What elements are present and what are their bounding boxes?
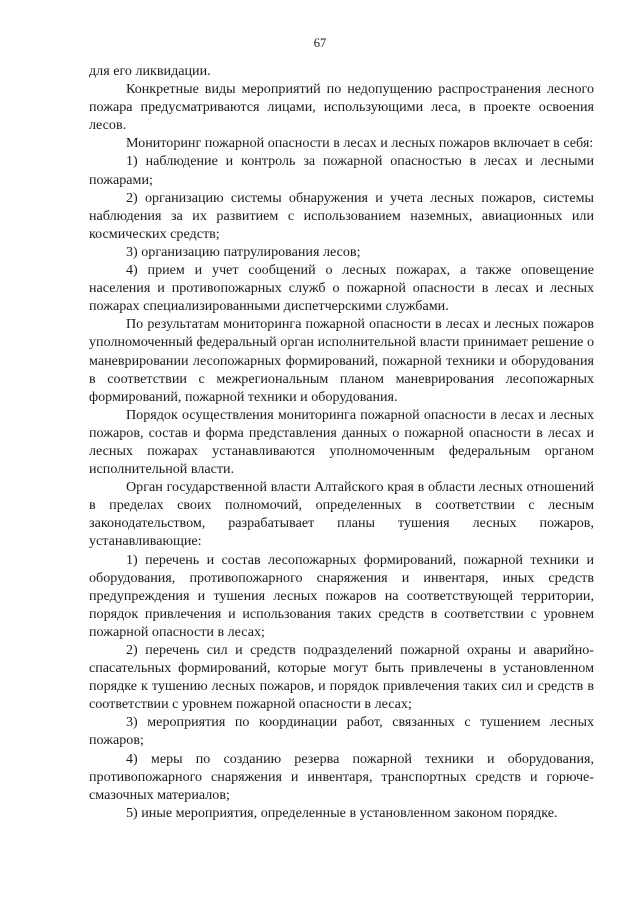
list-item: 1) перечень и состав лесопожарных формирований, пожарной техники и оборудования, противопожарного снаряжения и инвентаря, иных средств предупреждения и тушения лесных пожаров на соответствующей территории, порядок привлечения и использования таких средств в соответствии с уровнем пожарной опасности в лесах; [89, 551, 594, 640]
list-item: 4) меры по созданию резерва пожарной техники и оборудования, противопожарного снаряжения и инвентаря, транспортных средств и горюче-смазочных материалов; [89, 750, 594, 803]
list-item: 1) наблюдение и контроль за пожарной опасностью в лесах и лесными пожарами; [89, 153, 594, 188]
document-body [89, 62, 594, 822]
list-item: 2) организацию системы обнаружения и учета лесных пожаров, системы наблюдения за их развитием с использованием наземных, авиационных или космических средств; [89, 189, 594, 242]
paragraph: Мониторинг пожарной опасности в лесах и лесных пожаров включает в себя: [126, 135, 594, 152]
list-item: 2) перечень сил и средств подразделений пожарной охраны и аварийно-спасательных формирований, которые могут быть привлечены в установленном порядке к тушению лесных пожаров, и порядок привлечения таких сил и средств в соответствии с уровнем пожарной опасности в лесах; [89, 642, 594, 713]
list-item: 3) мероприятия по координации работ, связанных с тушением лесных пожаров; [89, 714, 594, 749]
list-item: 5) иные мероприятия, определенные в установленном законом порядке. [126, 804, 558, 821]
paragraph: Орган государственной власти Алтайского края в области лесных отношений в пределах своих полномочий, определенных в соответствии с лесным законодательством, разрабатывает планы тушения лесных пожаров, устанавливающие: [89, 479, 594, 550]
list-item: 4) прием и учет сообщений о лесных пожарах, а также оповещение населения и противопожарных служб о пожарной опасности в лесах и лесных пожарах специализированными диспетчерскими службами. [89, 262, 594, 315]
list-item: 3) организацию патрулирования лесов; [126, 243, 361, 260]
paragraph: Порядок осуществления мониторинга пожарной опасности в лесах и лесных пожаров, состав и форма представления данных о пожарной опасности в лесах и лесных пожарах устанавливаются уполномоченным федеральным органом исполнительной власти. [89, 406, 594, 478]
page-number: 67 [313, 36, 327, 50]
paragraph: По результатам мониторинга пожарной опасности в лесах и лесных пожаров уполномоченный федеральный орган исполнительной власти принимает решение о маневрировании лесопожарных формирований, пожарной техники и оборудования в соответствии с межрегиональным планом маневрирования лесопожарных формирований, пожарной техники и оборудования. [89, 316, 594, 405]
paragraph: для его ликвидации. [89, 63, 211, 79]
paragraph: Конкретные виды мероприятий по недопущению распространения лесного пожара предусматриваются лицами, использующими леса, в проекте освоения лесов. [89, 81, 594, 134]
